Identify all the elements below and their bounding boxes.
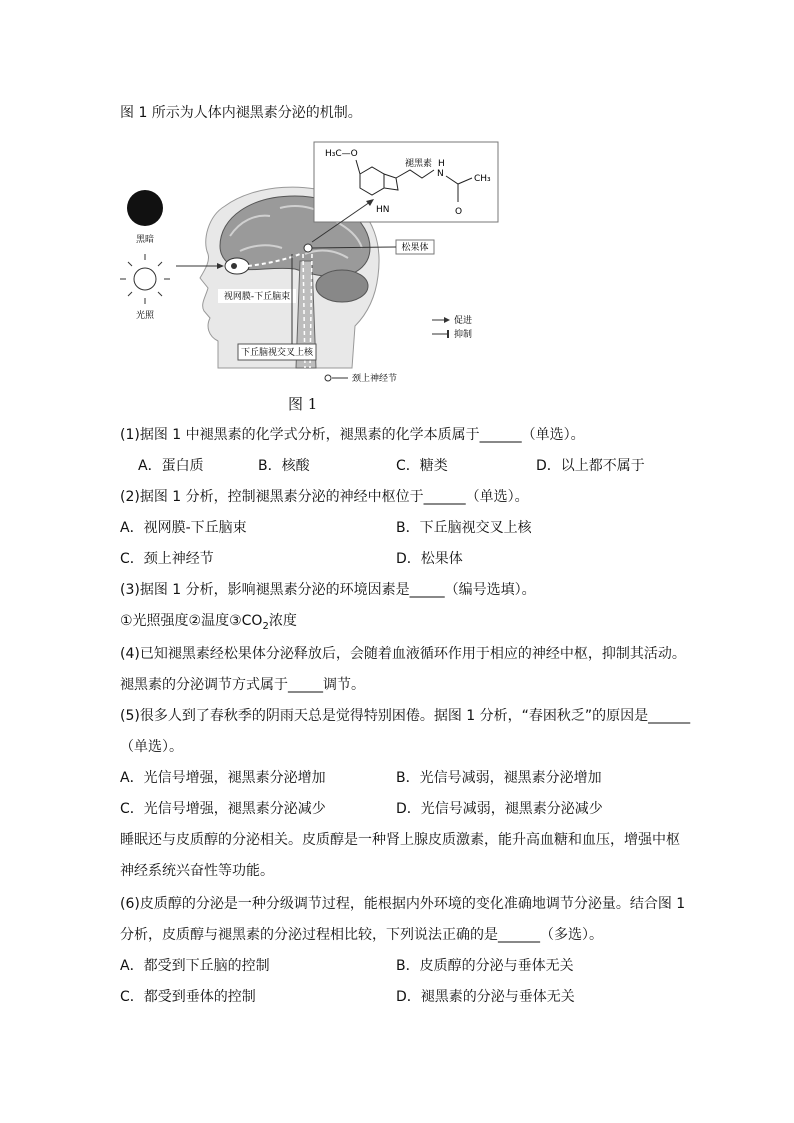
sun-icon: [120, 254, 170, 304]
q1-option-d: D．以上都不属于: [536, 458, 645, 474]
svg-text:CH₃: CH₃: [474, 174, 491, 184]
q5-option-d: D．光信号减弱，褪黑素分泌减少: [396, 801, 603, 817]
q3-choices: ①光照强度②温度$③CO_2$浓度: [120, 613, 297, 632]
svg-text:H₃C—O: H₃C—O: [325, 149, 358, 159]
q4-stem-line1: (4)已知褪黑素经松果体分泌释放后，会随着血液循环作用于相应的神经中枢，抑制其活动。: [120, 646, 686, 662]
svg-text:N: N: [437, 169, 444, 179]
melatonin-label: 褪黑素: [405, 159, 433, 169]
q2-option-b: B．下丘脑视交叉上核: [396, 520, 532, 536]
q5-stem-line2: （单选）。: [120, 739, 183, 755]
q6-option-b: B．皮质醇的分泌与垂体无关: [396, 958, 574, 974]
q6-option-d: D．褪黑素的分泌与垂体无关: [396, 989, 575, 1005]
svg-text:O: O: [455, 207, 463, 217]
legend-promote: 促进: [454, 316, 473, 326]
q5-stem-line1: (5)很多人到了春秋季的阴雨天总是觉得特别困倦。据图 1 分析，“春困秋乏”的原因是______: [120, 708, 691, 724]
q6-option-a: A．都受到下丘脑的控制: [120, 958, 270, 974]
q1-option-b: B．核酸: [258, 458, 310, 474]
q5-option-a: A．光信号增强，褪黑素分泌增加: [120, 770, 326, 786]
q1-stem: (1)据图 1 中褪黑素的化学式分析，褪黑素的化学本质属于______（单选）。: [120, 427, 585, 443]
legend-inhibit: 抑制: [454, 330, 473, 340]
ganglion-label: 颈上神经节: [352, 374, 398, 384]
q2-option-d: D．松果体: [396, 551, 463, 567]
cortisol-paragraph-line1: 睡眠还与皮质醇的分泌相关。皮质醇是一种肾上腺皮质激素，能升高血糖和血压，增强中枢: [120, 832, 680, 848]
q3-stem: (3)据图 1 分析，影响褪黑素分泌的环境因素是_____（编号选填）。: [120, 582, 536, 598]
figure-diagram: [120, 136, 500, 396]
q6-stem-line2: 分析，皮质醇与褪黑素的分泌过程相比较，下列说法正确的是______（多选）。: [120, 927, 603, 943]
q2-option-c: C．颈上神经节: [120, 551, 214, 567]
q2-option-a: A．视网膜-下丘脑束: [120, 520, 247, 536]
q6-stem-line1: (6)皮质醇的分泌是一种分级调节过程，能根据内外环境的变化准确地调节分泌量。结合图 1: [120, 896, 686, 912]
q1-option-c: C．糖类: [396, 458, 448, 474]
dark-label: 黑暗: [135, 235, 155, 245]
cerebellum: [316, 270, 368, 302]
pineal-label: 松果体: [401, 243, 429, 253]
q1-option-a: A．蛋白质: [138, 458, 204, 474]
intro-text: 图 1 所示为人体内褪黑素分泌的机制。: [120, 105, 362, 121]
q2-stem: (2)据图 1 分析，控制褪黑素分泌的神经中枢位于______（单选）。: [120, 489, 529, 505]
q5-option-c: C．光信号增强，褪黑素分泌减少: [120, 801, 326, 817]
figure-caption: 图 1: [288, 395, 318, 413]
retina-tract-label: 视网膜-下丘脑束: [223, 292, 291, 302]
svg-text:HN: HN: [376, 205, 390, 215]
svg-text:H: H: [438, 159, 445, 169]
q5-option-b: B．光信号减弱，褪黑素分泌增加: [396, 770, 602, 786]
moon-icon: [127, 190, 163, 226]
cortisol-paragraph-line2: 神经系统兴奋性等功能。: [120, 863, 274, 879]
melatonin-mechanism-figure: [120, 136, 500, 396]
scn-label: 下丘脑视交叉上核: [240, 348, 314, 358]
light-label: 光照: [135, 311, 155, 321]
q4-stem-line2: 褪黑素的分泌调节方式属于_____调节。: [120, 677, 365, 693]
q6-option-c: C．都受到垂体的控制: [120, 989, 256, 1005]
